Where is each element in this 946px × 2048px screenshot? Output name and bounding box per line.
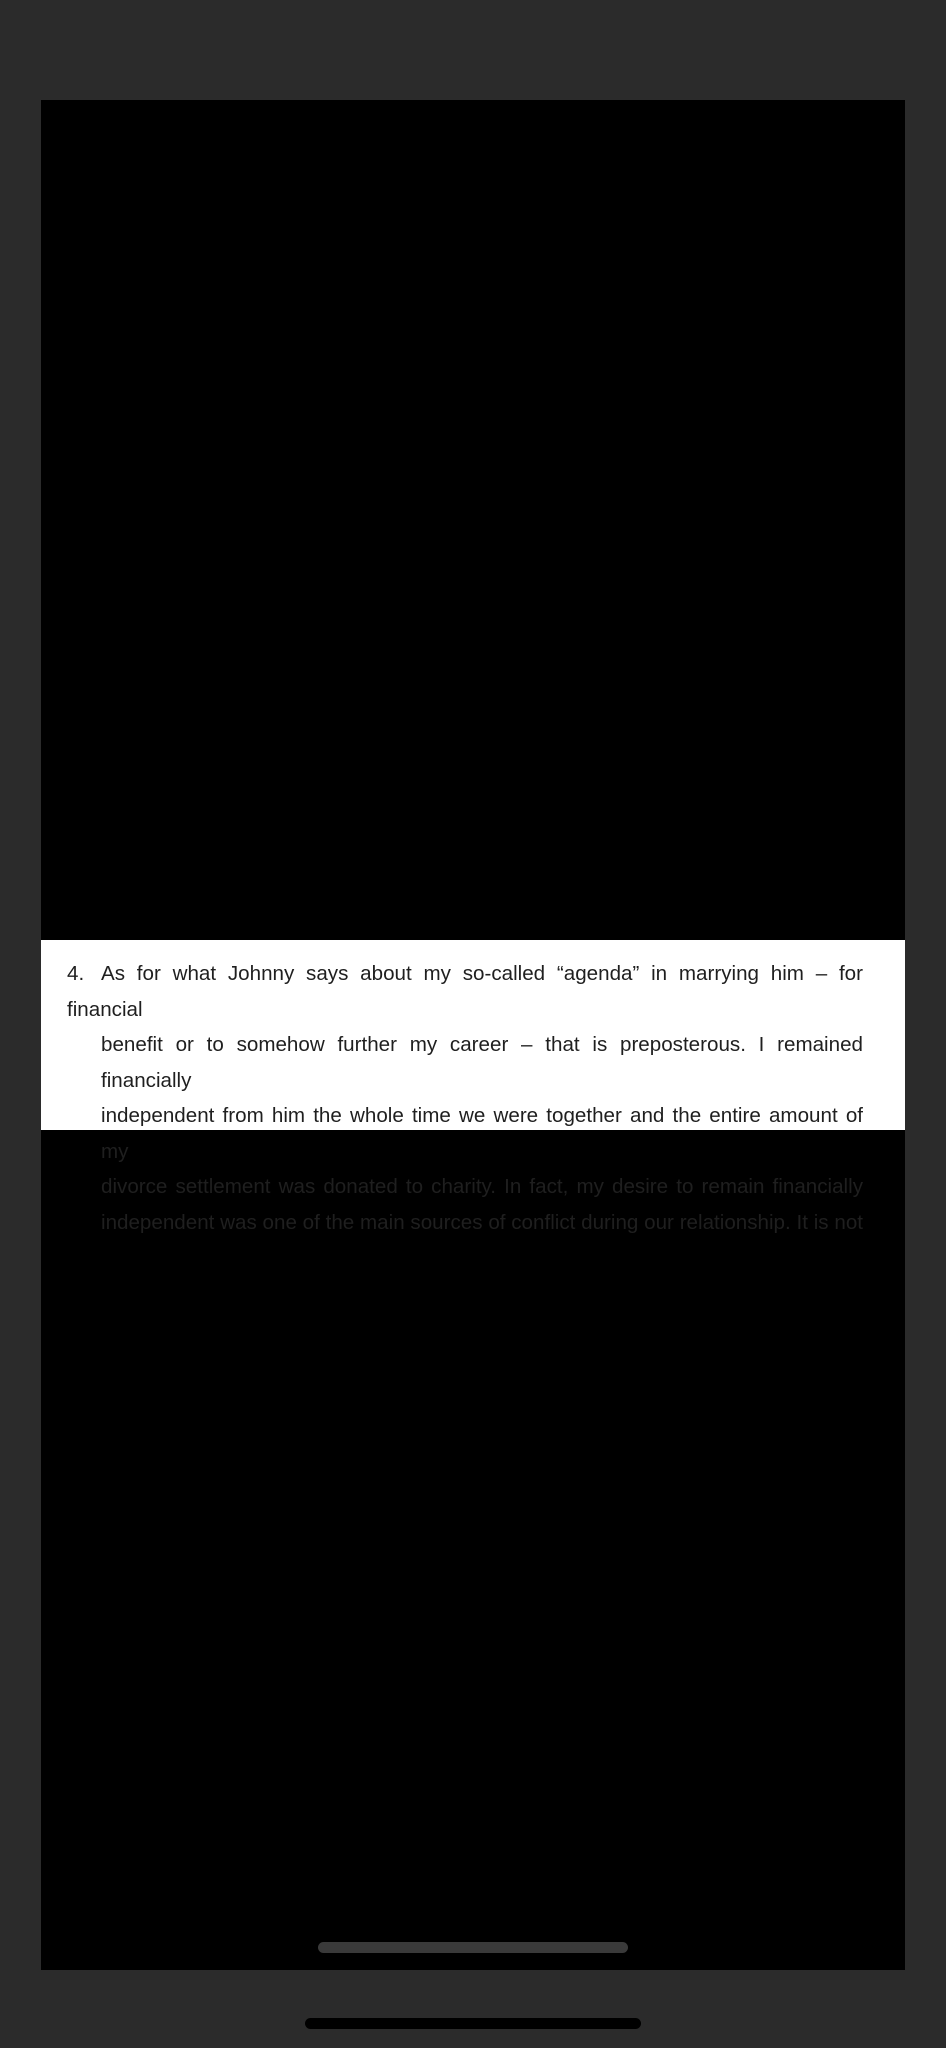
paragraph-line-2: benefit or to somehow further my career – that is preposterous. I remained financially [101, 1033, 863, 1092]
paragraph-line-1-text: As for what Johnny says about my so-called “agenda” in marrying him – for financial [67, 962, 863, 1021]
document-excerpt [41, 940, 905, 1234]
paragraph-line-5: independent was one of the main sources of conflict during our relationship. It is not [101, 1210, 863, 1234]
paragraph-line-1 [67, 956, 863, 1027]
home-indicator[interactable] [305, 2018, 641, 2029]
image-viewer[interactable] [41, 100, 905, 1970]
paragraph-line-3: independent from him the whole time we were together and the entire amount of my [101, 1104, 863, 1163]
paragraph-number: 4. [67, 962, 85, 985]
viewer-scroll-indicator[interactable] [318, 1942, 628, 1953]
paragraph-4 [67, 956, 903, 1240]
paragraph-line-4: divorce settlement was donated to charity. In fact, my desire to remain financially [101, 1175, 863, 1198]
